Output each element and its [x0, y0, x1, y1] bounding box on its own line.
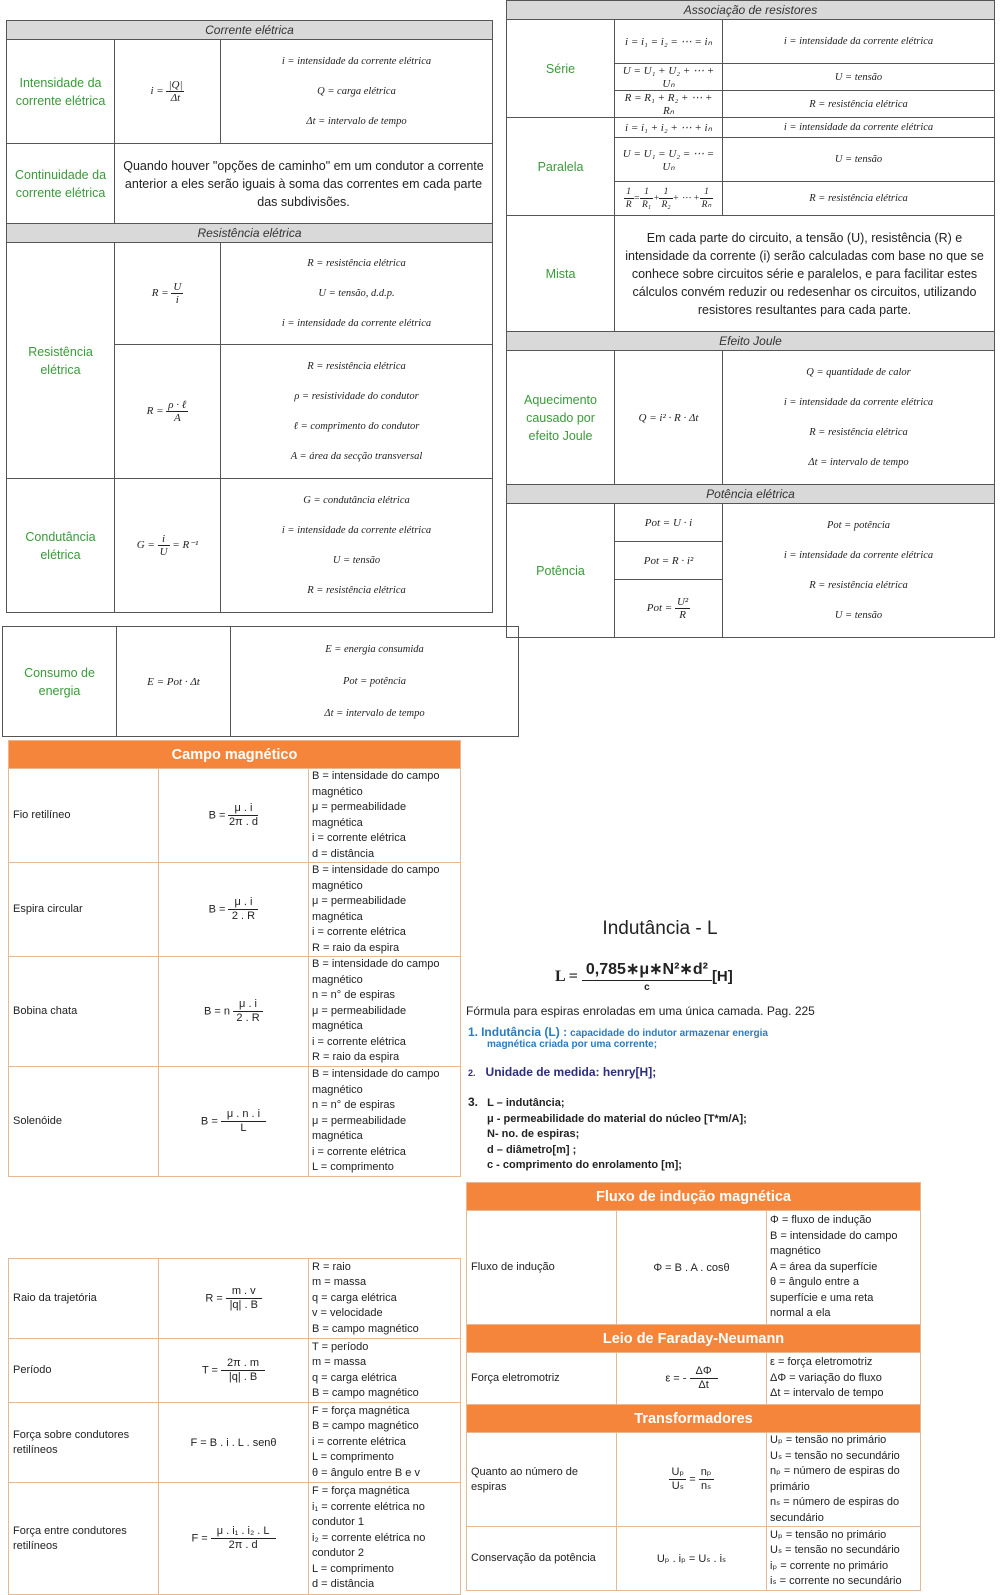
- header-joule: Efeito Joule: [507, 332, 995, 351]
- formula-resistencia-1: R = $\frac{U}{i}$: [115, 243, 221, 345]
- desc-conservacao: Uₚ = tensão no primário Uₛ = tensão no secundário iₚ = corrente no primário iₛ = corrente no secundário: [767, 1527, 921, 1591]
- desc-espira: B = intensidade do campo magnético μ = permeabilidade magnética i = corrente elétrica R = raio da espira: [309, 863, 461, 957]
- indutancia-title: Indutância - L: [602, 918, 718, 939]
- formula-intensidade: i = $\frac{|Q|}{\Delta t}$: [115, 40, 221, 144]
- header-corrente: Corrente elétrica: [7, 21, 493, 40]
- formula-bobina: B = n $\frac{\mu . i}{2 . R}$: [159, 957, 309, 1067]
- formula-fio: B = $\frac{\mu . i}{2\pi . d}$: [159, 769, 309, 863]
- formula-serie-3: R = R₁ + R₂ + ⋯ + Rₙ: [615, 91, 723, 118]
- formula-fluxo: Φ = B . A . cosθ: [617, 1211, 767, 1325]
- desc-solenoide: B = intensidade do campo magnético n = n° de espiras μ = permeabilidade magnética i = corrente elétrica L = comprimento: [309, 1067, 461, 1177]
- header-fluxo: Fluxo de indução magnética: [467, 1183, 921, 1211]
- desc-consumo: E = energia consumida Pot = potência Δt = intervalo de tempo: [231, 627, 519, 737]
- header-faraday: Leio de Faraday-Neumann: [467, 1325, 921, 1353]
- header-potencia: Potência elétrica: [507, 485, 995, 504]
- label-fio: Fio retilíneo: [9, 769, 159, 863]
- header-transformadores: Transformadores: [467, 1405, 921, 1433]
- indutancia-note: Fórmula para espiras enroladas em uma única camada. Pag. 225: [466, 1004, 815, 1018]
- formula-serie-2: U = U₁ + U₂ + ⋯ + Uₙ: [615, 64, 723, 91]
- label-espira: Espira circular: [9, 863, 159, 957]
- text-continuidade: Quando houver "opções de caminho" em um condutor a corrente anterior a eles serão iguais à soma das correntes em cada parte das subdivisões.: [115, 144, 493, 224]
- desc-serie-3: R = resistência elétrica: [723, 91, 995, 118]
- desc-condutancia: G = condutância elétrica i = intensidade da corrente elétrica U = tensão R = resistência elétrica: [221, 479, 493, 613]
- formula-consumo: E = Pot · Δt: [117, 627, 231, 737]
- desc-raio: R = raio m = massa q = carga elétrica v = velocidade B = campo magnético: [309, 1259, 461, 1339]
- table-associacao: [506, 0, 994, 638]
- desc-paralela-2: U = tensão: [723, 138, 995, 182]
- label-raio: Raio da trajetória: [9, 1259, 159, 1339]
- label-resistencia: Resistência elétrica: [7, 243, 115, 479]
- desc-transformador-espiras: Uₚ = tensão no primário Uₛ = tensão no secundário nₚ = número de espiras do primário nₛ = número de espiras do secundário: [767, 1433, 921, 1527]
- formula-potencia-2: Pot = R · i²: [615, 542, 723, 580]
- text-mista: Em cada parte do circuito, a tensão (U), resistência (R) e intensidade da corrente (i) serão calculadas com base no que se conhece sobre circuitos série e paralelos, e para facilitar estes cálculos convém reduzir ou redesenhar os circuitos, utilizando resistores resultantes para cada parte.: [615, 216, 995, 332]
- label-intensidade: Intensidade da corrente elétrica: [7, 40, 115, 144]
- formula-potencia-3: Pot = $\frac{\text{U²}}{R}$: [615, 580, 723, 638]
- label-bobina: Bobina chata: [9, 957, 159, 1067]
- desc-paralela-1: i = intensidade da corrente elétrica: [723, 118, 995, 138]
- label-forca-entre: Força entre condutores retilíneos: [9, 1483, 159, 1595]
- table-fluxo-transformadores: [466, 1182, 920, 1591]
- label-joule: Aquecimento causado por efeito Joule: [507, 351, 615, 485]
- formula-paralela-1: i = i₁ + i₂ + ⋯ + iₙ: [615, 118, 723, 138]
- formula-forca-entre: F = $\frac{\text{μ . i₁ . i₂ . L}}{2\pi . d}$: [159, 1483, 309, 1595]
- desc-fluxo: Φ = fluxo de indução B = intensidade do campo magnético A = área da superfície θ = ângulo entre a superfície e uma reta normal a ela: [767, 1211, 921, 1325]
- formula-espira: B = $\frac{\mu . i}{2 . R}$: [159, 863, 309, 957]
- desc-fio: B = intensidade do campo magnético μ = permeabilidade magnética i = corrente elétrica d = distância: [309, 769, 461, 863]
- formula-forca-condutores: F = B . i . L . senθ: [159, 1403, 309, 1483]
- label-periodo: Período: [9, 1339, 159, 1403]
- label-conservacao: Conservação da potência: [467, 1527, 617, 1591]
- formula-paralela-2: U = U₁ = U₂ = ⋯ = Uₙ: [615, 138, 723, 182]
- table-campo-magnetico: [8, 740, 460, 1177]
- table-consumo: [2, 626, 518, 737]
- desc-serie-1: i = intensidade da corrente elétrica: [723, 20, 995, 64]
- label-consumo: Consumo de energia: [3, 627, 117, 737]
- label-serie: Série: [507, 20, 615, 118]
- header-associacao: Associação de resistores: [507, 1, 995, 20]
- indutancia-item-3: 3. L – indutância; μ - permeabilidade do material do núcleo [T*m/A]; N- no. de espiras; d – diâmetro[m] ; c - comprimento do enrolamento [m];: [468, 1095, 747, 1171]
- formula-faraday: ε = - $\frac{\Delta\Phi}{\Delta t}$: [617, 1353, 767, 1405]
- formula-serie-1: i = i₁ = i₂ = ⋯ = iₙ: [615, 20, 723, 64]
- label-transformador-espiras: Quanto ao número de espiras: [467, 1433, 617, 1527]
- formula-paralela-3: $\frac{1}{R}$ = $\frac{1}{\text{R₁}}$ + $\frac{1}{\text{R₂}}$ + ⋯ + $\frac{1}{\text{Rₙ}}$: [615, 182, 723, 216]
- desc-potencia: Pot = potência i = intensidade da corrente elétrica R = resistência elétrica U = tensão: [723, 504, 995, 638]
- label-faraday: Força eletromotriz: [467, 1353, 617, 1405]
- desc-forca-entre: F = força magnética i₁ = corrente elétrica no condutor 1 i₂ = corrente elétrica no condutor 2 L = comprimento d = distância: [309, 1483, 461, 1595]
- label-forca-condutores: Força sobre condutores retilíneos: [9, 1403, 159, 1483]
- desc-resistencia-1: R = resistência elétrica U = tensão, d.d.p. i = intensidade da corrente elétrica: [221, 243, 493, 345]
- formula-resistencia-2: R = $\frac{\text{ρ · ℓ}}{A}$: [115, 345, 221, 479]
- indutancia-item-1: 1. Indutância (L) : capacidade do indutor armazenar energia magnética criada por uma corrente;: [468, 1025, 768, 1050]
- formula-joule: Q = i² · R · Δt: [615, 351, 723, 485]
- desc-intensidade: i = intensidade da corrente elétrica Q = carga elétrica Δt = intervalo de tempo: [221, 40, 493, 144]
- formula-transformador-espiras: $\frac{\text{Uₚ}}{\text{Uₛ}}$ = $\frac{\text{nₚ}}{\text{nₛ}}$: [617, 1433, 767, 1527]
- label-continuidade: Continuidade da corrente elétrica: [7, 144, 115, 224]
- label-fluxo: Fluxo de indução: [467, 1211, 617, 1325]
- formula-condutancia: G = $\frac{i}{U}$ = R⁻¹: [115, 479, 221, 613]
- formula-raio: R = $\frac{m . v}{|q| . B}$: [159, 1259, 309, 1339]
- label-mista: Mista: [507, 216, 615, 332]
- label-potencia: Potência: [507, 504, 615, 638]
- desc-serie-2: U = tensão: [723, 64, 995, 91]
- indutancia-item-2: 2. Unidade de medida: henry[H];: [468, 1065, 657, 1079]
- label-condutancia: Condutância elétrica: [7, 479, 115, 613]
- header-resistencia: Resistência elétrica: [7, 224, 493, 243]
- indutancia-equation: L = $\frac{\text{0,785∗μ∗N²∗d²}}{c}$ [H]: [555, 961, 733, 993]
- desc-resistencia-2: R = resistência elétrica ρ = resistividade do condutor ℓ = comprimento do condutor A = área da secção transversal: [221, 345, 493, 479]
- desc-joule: Q = quantidade de calor i = intensidade da corrente elétrica R = resistência elétrica Δt = intervalo de tempo: [723, 351, 995, 485]
- desc-paralela-3: R = resistência elétrica: [723, 182, 995, 216]
- table-corrente-eletrica: [6, 20, 492, 613]
- desc-bobina: B = intensidade do campo magnético n = n° de espiras μ = permeabilidade magnética i = corrente elétrica R = raio da espira: [309, 957, 461, 1067]
- table-forcas: [8, 1258, 460, 1595]
- desc-faraday: ε = força eletromotriz ΔΦ = variação do fluxo Δt = intervalo de tempo: [767, 1353, 921, 1405]
- desc-periodo: T = período m = massa q = carga elétrica B = campo magnético: [309, 1339, 461, 1403]
- desc-forca-condutores: F = força magnética B = campo magnético i = corrente elétrica L = comprimento θ = ângulo entre B e v: [309, 1403, 461, 1483]
- label-solenoide: Solenóide: [9, 1067, 159, 1177]
- formula-solenoide: B = $\frac{\mu . n . i}{L}$: [159, 1067, 309, 1177]
- label-paralela: Paralela: [507, 118, 615, 216]
- formula-conservacao: Uₚ . iₚ = Uₛ . iₛ: [617, 1527, 767, 1591]
- formula-periodo: T = $\frac{2\pi . m}{|q| . B}$: [159, 1339, 309, 1403]
- header-campo: Campo magnético: [9, 741, 461, 769]
- formula-potencia-1: Pot = U · i: [615, 504, 723, 542]
